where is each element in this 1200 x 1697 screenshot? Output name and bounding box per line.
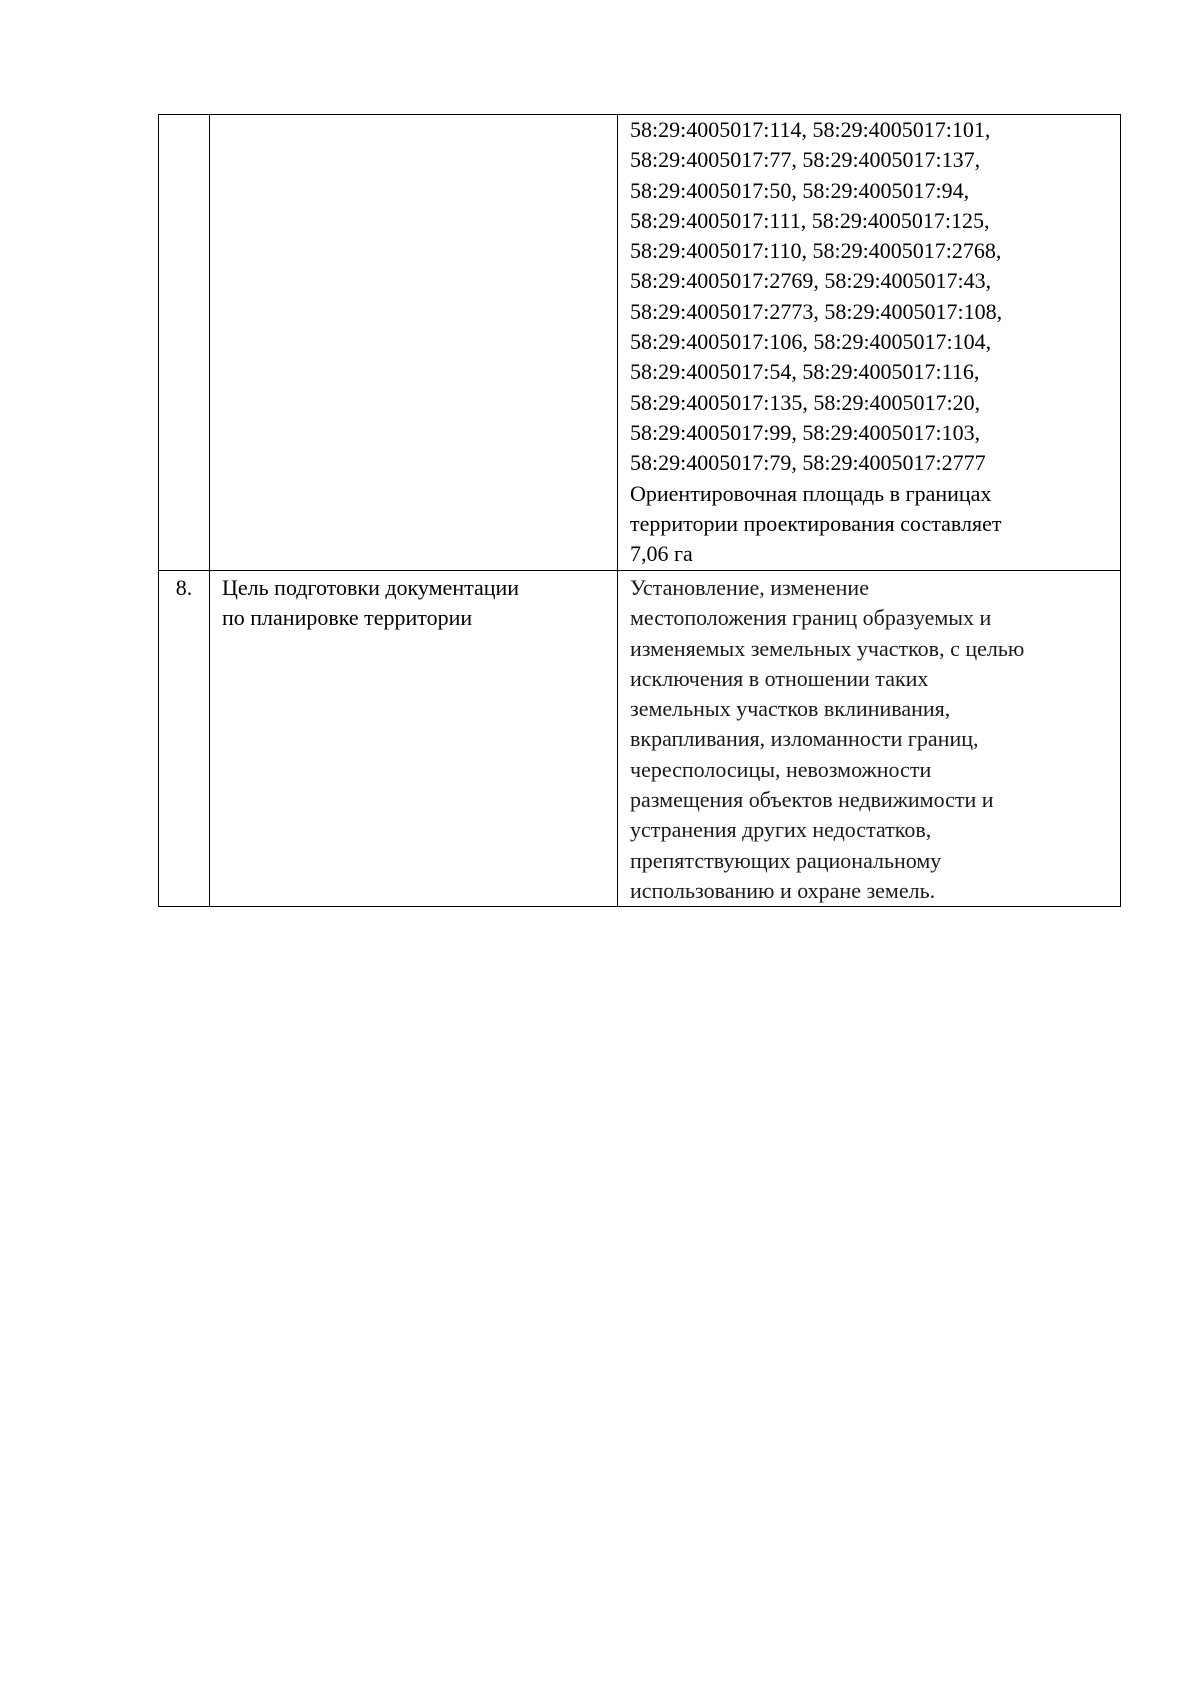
purpose-line: препятствующих рациональному	[630, 847, 942, 873]
cadastral-numbers-cell	[618, 115, 1121, 571]
row-label-cell	[210, 571, 618, 907]
purpose-line: вкрапливания, изломанности границ,	[630, 726, 979, 752]
table-row	[159, 115, 1121, 571]
purpose-line: изменяемых земельных участков, с целью	[630, 635, 1025, 661]
cadastral-line: 58:29:4005017:2773, 58:29:4005017:108,	[630, 298, 1003, 324]
cadastral-line: 58:29:4005017:50, 58:29:4005017:94,	[630, 177, 970, 203]
area-line: 7,06 га	[630, 541, 693, 567]
cadastral-line: 58:29:4005017:114, 58:29:4005017:101,	[630, 117, 991, 142]
purpose-cell	[618, 571, 1121, 907]
cadastral-line: 58:29:4005017:79, 58:29:4005017:2777	[630, 450, 986, 476]
cadastral-line: 58:29:4005017:2769, 58:29:4005017:43,	[630, 268, 992, 294]
cadastral-line: 58:29:4005017:99, 58:29:4005017:103,	[630, 419, 981, 445]
row-label-cell	[210, 115, 618, 571]
row-number-cell: 8.	[159, 571, 210, 907]
cadastral-line: 58:29:4005017:77, 58:29:4005017:137,	[630, 147, 981, 173]
purpose-line: Установление, изменение	[630, 575, 869, 600]
cadastral-line: 58:29:4005017:110, 58:29:4005017:2768,	[630, 238, 1002, 264]
purpose-line: земельных участков вклинивания,	[630, 696, 951, 722]
cadastral-line: 58:29:4005017:106, 58:29:4005017:104,	[630, 329, 992, 355]
label-line: Цель подготовки документации	[222, 575, 520, 600]
purpose-line: местоположения границ образуемых и	[630, 605, 992, 631]
purpose-line: исключения в отношении таких	[630, 665, 929, 691]
cadastral-line: 58:29:4005017:54, 58:29:4005017:116,	[630, 359, 980, 385]
area-line: Ориентировочная площадь в границах	[630, 480, 992, 506]
purpose-line: устранения других недостатков,	[630, 817, 932, 843]
label-line: по планировке территории	[222, 605, 473, 631]
area-line: территории проектирования составляет	[630, 510, 1002, 536]
purpose-line: чересполосицы, невозможности	[630, 756, 932, 782]
table-row	[159, 571, 1121, 907]
cadastral-line: 58:29:4005017:111, 58:29:4005017:125,	[630, 207, 990, 233]
cadastral-line: 58:29:4005017:135, 58:29:4005017:20,	[630, 389, 981, 415]
purpose-line: размещения объектов недвижимости и	[630, 787, 994, 813]
purpose-line: использованию и охране земель.	[630, 877, 936, 903]
document-table	[158, 114, 1121, 907]
row-number-cell	[159, 115, 210, 571]
